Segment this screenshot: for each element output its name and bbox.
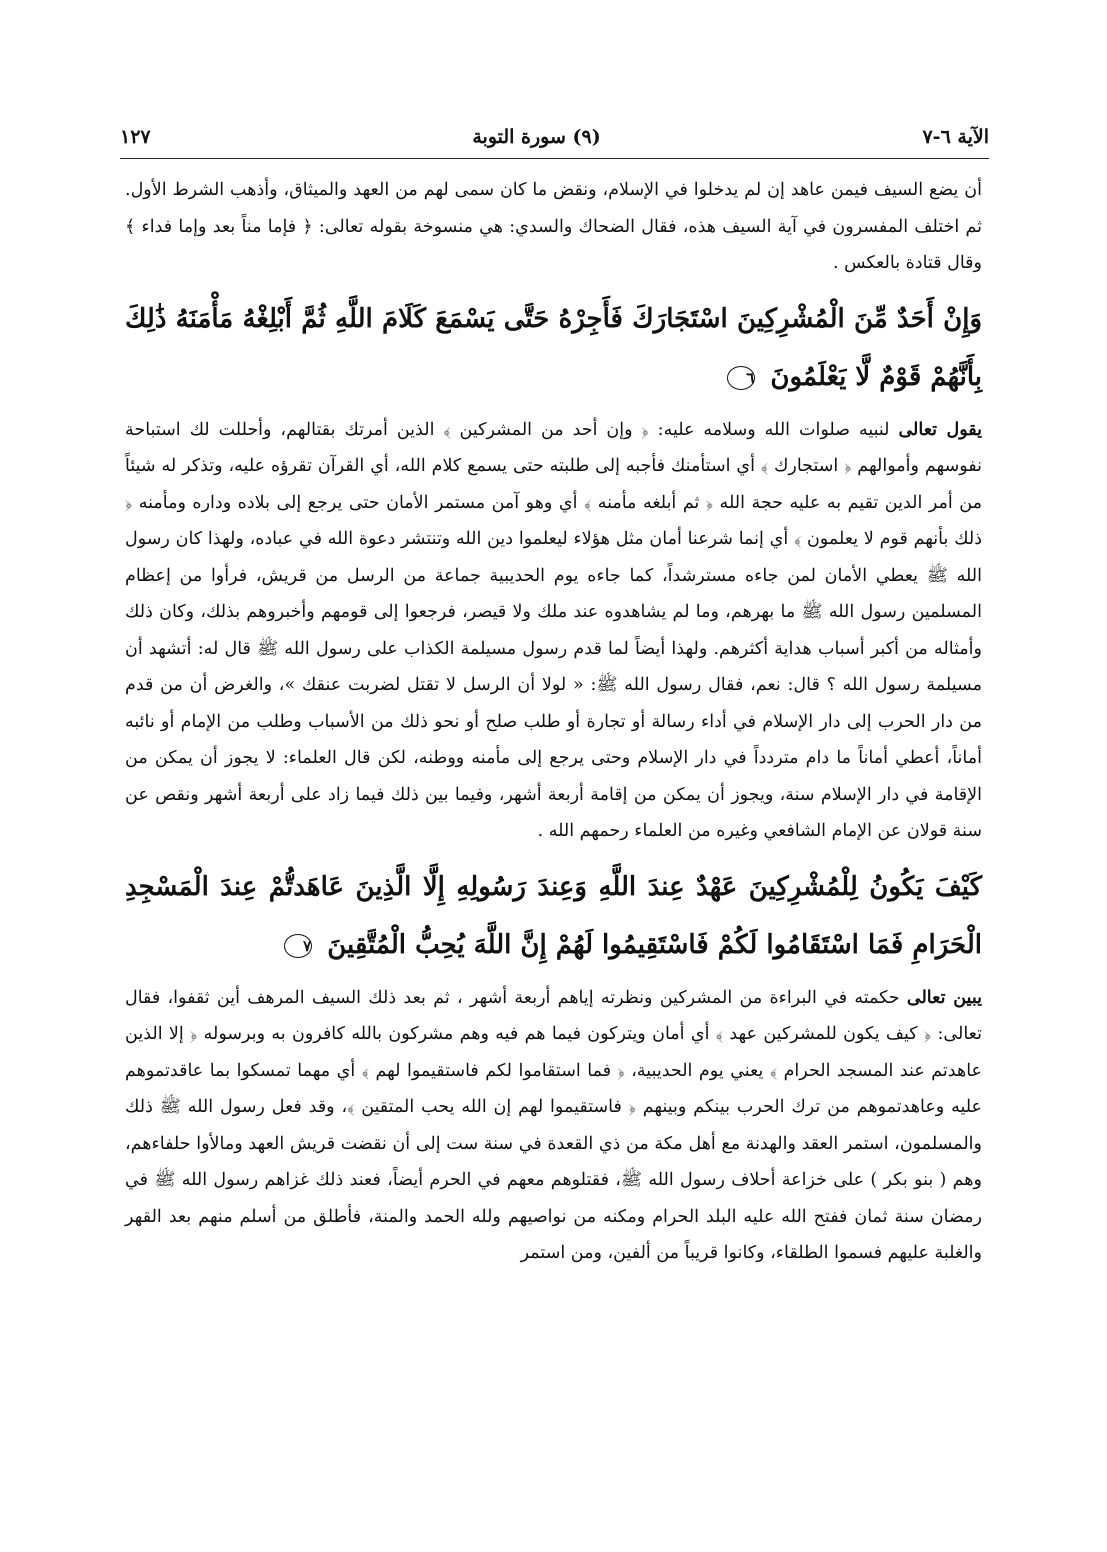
paragraph-3-lead: يبين تعالى bbox=[906, 987, 982, 1008]
commentary-paragraph-3 bbox=[125, 980, 982, 1272]
paragraph-3-text: حكمته في البراءة من المشركين ونظرته إياهم أربعة أشهر ، ثم بعد ذلك السيف المرهف أين ثقفوا، فقال تعالى: ﴿ كيف يكون للمشركين عهد ﴾ أي أمان ويتركون فيما هم فيه وهم مشركون بالله كافرون به وبرسوله ﴿ إلا الذين عاهدتم عند المسجد الحرام ﴾ يعني يوم الحديبية، ﴿ فما استقاموا لكم فاستقيموا لهم ﴾ أي مهما تمسكوا بما عاقدتموهم عليه وعاهدتموهم من ترك الحرب بينكم وبينهم ﴿ فاستقيموا لهم إن الله يحب المتقين ﴾، وقد فعل رسول الله ﷺ ذلك والمسلمون، استمر العقد والهدنة مع أهل مكة من ذي القعدة في سنة ست إلى أن نقضت قريش العهد ومالأوا حلفاءهم، وهم ( بنو بكر ) على خزاعة أحلاف رسول الله ﷺ، فقتلوهم معهم في الحرم أيضاً، فعند ذلك غزاهم رسول الله ﷺ في رمضان سنة ثمان ففتح الله عليه البلد الحرام ومكنه من نواصيهم ولله الحمد والمنة، فأطلق من أسلم منهم بعد القهر والغلبة عليهم فسموا الطلقاء، وكانوا قريباً من ألفين، ومن استمر bbox=[125, 987, 982, 1263]
page-body bbox=[125, 172, 982, 1272]
quran-verse-6 bbox=[125, 290, 982, 406]
verse-7-number-marker: ٧ bbox=[284, 934, 312, 958]
commentary-paragraph-2 bbox=[125, 412, 982, 850]
verse-6-number-marker: ٦ bbox=[727, 366, 755, 390]
paragraph-2-text: لنبيه صلوات الله وسلامه عليه: ﴿ وإن أحد من المشركين ﴾ الذين أمرتك بقتالهم، وأحللت لك استباحة نفوسهم وأموالهم ﴿ استجارك ﴾ أي استأمنك فأجبه إلى طلبته حتى يسمع كلام الله، أي القرآن تقرؤه عليه، وتذكر له شيئاً من أمر الدين تقيم به عليه حجة الله ﴿ ثم أبلغه مأمنه ﴾ أي وهو آمن مستمر الأمان حتى يرجع إلى بلاده وداره ومأمنه ﴿ ذلك بأنهم قوم لا يعلمون ﴾ أي إنما شرعنا أمان مثل هؤلاء ليعلموا دين الله وتنتشر دعوة الله في عباده، ولهذا كان رسول الله ﷺ يعطي الأمان لمن جاءه مسترشداً، كما جاءه يوم الحديبية جماعة من الرسل من قريش، فرأوا من إعظام المسلمين رسول الله ﷺ ما بهرهم، وما لم يشاهدوه عند ملك ولا قيصر، فرجعوا إلى قومهم وأخبروهم بذلك، وكان ذلك وأمثاله من أكبر أسباب هداية أكثرهم. ولهذا أيضاً لما قدم رسول مسيلمة الكذاب على رسول الله ﷺ قال له: أتشهد أن مسيلمة رسول الله ؟ قال: نعم، فقال رسول الله ﷺ: « لولا أن الرسل لا تقتل لضربت عنقك »، والغرض أن من قدم من دار الحرب إلى دار الإسلام في أداء رسالة أو تجارة أو طلب صلح أو نحو ذلك من الأسباب وطلب من الإمام أو نائبه أماناً، أعطي أماناً ما دام متردداً في دار الإسلام وحتى يرجع إلى مأمنه ووطنه، لكن قال العلماء: لا يجوز أن يمكن من الإقامة في دار الإسلام سنة، ويجوز أن يمكن من إقامة أربعة أشهر، وفيما بين ذلك فيما زاد على أربعة أشهر ونقص عن سنة قولان عن الإمام الشافعي وغيره من العلماء رحمهم الله . bbox=[125, 419, 982, 841]
header-rule bbox=[120, 158, 989, 159]
surah-title: (٩) سورة التوبة bbox=[472, 126, 601, 148]
page-number: ١٢٧ bbox=[120, 126, 151, 148]
quran-verse-7 bbox=[125, 858, 982, 974]
commentary-paragraph-1: أن يضع السيف فيمن عاهد إن لم يدخلوا في الإسلام، ونقض ما كان سمى لهم من العهد والميثاق، وأذهب الشرط الأول. ثم اختلف المفسرون في آية السيف هذه، فقال الضحاك والسدي: هي منسوخة بقوله تعالى: ﴿ فإما مناً بعد وإما فداء ﴾ وقال قتادة بالعكس . bbox=[125, 180, 982, 273]
paragraph-2-lead: يقول تعالى bbox=[898, 419, 982, 440]
verse-6-text: وَإِنْ أَحَدٌ مِّنَ الْمُشْرِكِينَ اسْتَجَارَكَ فَأَجِرْهُ حَتَّى يَسْمَعَ كَلَامَ اللَّهِ ثُمَّ أَبْلِغْهُ مَأْمَنَهُ ذَٰلِكَ بِأَنَّهُمْ قَوْمٌ لَّا يَعْلَمُونَ bbox=[125, 303, 982, 392]
verse-7-text: كَيْفَ يَكُونُ لِلْمُشْرِكِينَ عَهْدٌ عِندَ اللَّهِ وَعِندَ رَسُولِهِ إِلَّا الَّذِينَ عَاهَدتُّمْ عِندَ الْمَسْجِدِ الْحَرَامِ فَمَا اسْتَقَامُوا لَكُمْ فَاسْتَقِيمُوا لَهُمْ إِنَّ اللَّهَ يُحِبُّ الْمُتَّقِينَ bbox=[125, 871, 982, 960]
page-header bbox=[120, 120, 989, 154]
verse-range: الآية ٦-٧ bbox=[922, 126, 989, 148]
